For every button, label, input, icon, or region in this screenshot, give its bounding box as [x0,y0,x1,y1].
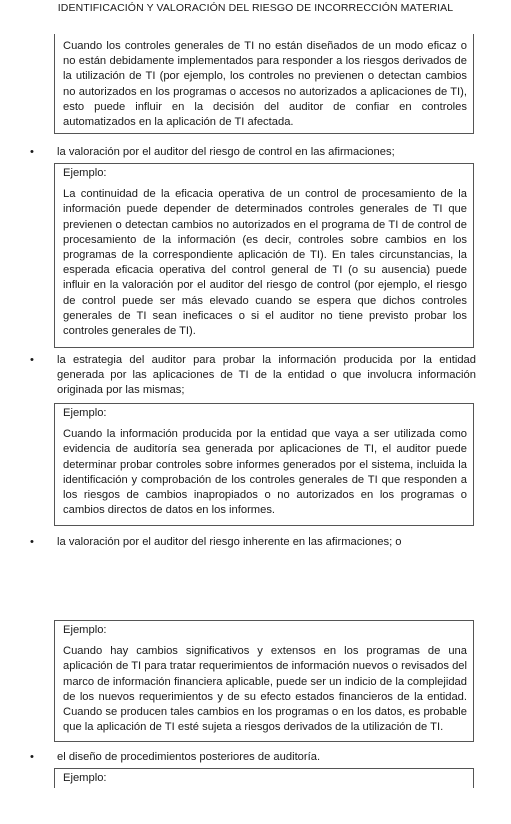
example-label: Ejemplo: [63,407,107,419]
example-box-continued [54,34,474,134]
bullet-text: la estrategia del auditor para probar la información producida por la entidad generada por las aplicaciones de TI de la entidad o que involucra información originada por las mismas; [57,354,476,397]
bullet-icon: • [30,354,34,366]
bullet-icon: • [30,146,34,158]
page-header: IDENTIFICACIÓN Y VALORACIÓN DEL RIESGO DE INCORRECCIÓN MATERIAL [57,2,454,14]
bullet-item [30,750,476,765]
example-label: Ejemplo: [63,167,107,179]
example-box-partial [54,768,474,788]
example-box [54,620,474,742]
bullet-text: la valoración por el auditor del riesgo de control en las afirmaciones; [57,146,395,158]
example-text: Cuando la información producida por la entidad que vaya a ser utilizada como evidencia de auditoría sea generada por aplicaciones de TI, el auditor puede determinar probar controles sobre informes generados por el sistema, incluida la identificación y comprobación de los controles generales de TI que responden a los riesgos de cambios inapropiados o no autorizados en los programas o cambios directos de datos en los informes. [63,428,467,517]
example-text: Cuando hay cambios significativos y extensos en los programas de una aplicación de TI para tratar requerimientos de información nuevos o revisados del marco de información financiera aplicable, puede ser un indicio de la complejidad de los nuevos requerimientos y de su efecto estados financieros de la entidad. Cuando se producen tales cambios en los programas o en los datos, es probable que la aplicación de TI esté sujeta a riesgos derivados de la utilización de TI. [63,645,468,734]
example-text: Cuando los controles generales de TI no están diseñados de un modo eficaz o no están debidamente implementados para responder a los riesgos derivados de la utilización de TI (por ejemplo, los controles no previenen o detectan cambios no autorizados en los programas o accesos no autorizados a aplicaciones de TI), esto puede influir en la decisión del auditor de confiar en controles automatizados en la aplicación de TI afectada. [63,40,467,129]
example-label: Ejemplo: [63,772,107,784]
bullet-item [30,145,476,160]
example-label: Ejemplo: [63,624,107,636]
example-text: La continuidad de la eficacia operativa de un control de procesamiento de la información puede depender de determinados controles generales de TI que previenen o detectan cambios no autorizados en el programa de TI de control de procesamiento de la información (es decir, controles sobre cambios en los programas de la correspondiente aplicación de TI). En tales circunstancias, la esperada eficacia operativa del control general de TI (o su ausencia) puede influir en la valoración por el auditor del riesgo de control (por ejemplo, el riesgo de control puede ser más elevado cuando se espera que dichos controles generales de TI sean ineficaces o si el auditor no tiene previsto probar los controles generales de TI). [63,188,467,338]
example-box [54,403,474,526]
bullet-text: el diseño de procedimientos posteriores de auditoría. [57,751,321,763]
bullet-item [30,535,476,550]
bullet-icon: • [30,536,34,548]
bullet-text: la valoración por el auditor del riesgo inherente en las afirmaciones; o [57,536,402,548]
bullet-icon: • [30,751,34,763]
example-box [54,163,474,348]
bullet-item [30,353,476,399]
